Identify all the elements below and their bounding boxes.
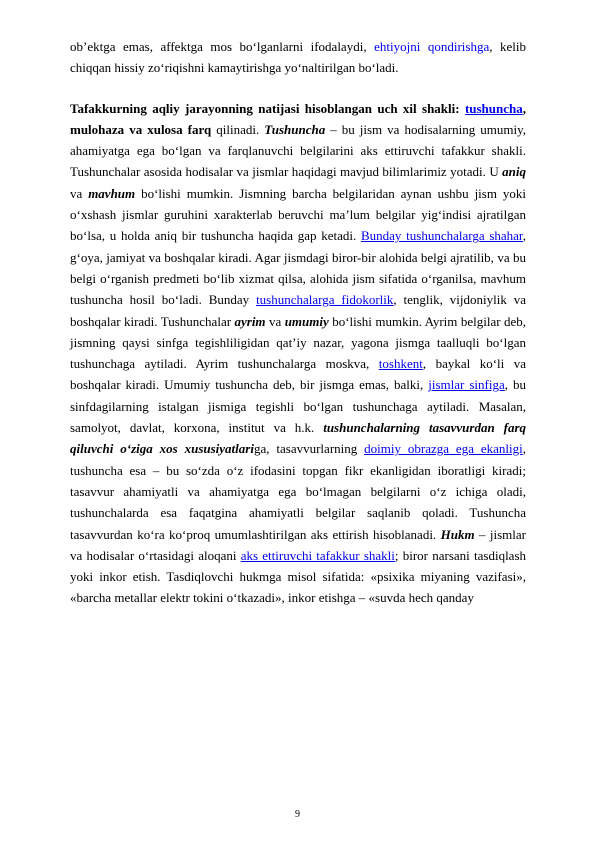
bold-text: , mulohaza va xulosa farq xyxy=(70,100,526,137)
text: , tenglik, vijdoniylik va boshqalar kiradi. Tushunchalar xyxy=(70,292,527,329)
term-ayrim: ayrim xyxy=(234,313,266,329)
text: , baykal ko‘li va boshqalar kiradi. Umumiy tushuncha deb, bir jismga emas, balki, xyxy=(70,356,526,393)
text: ga, tasavvurlarning xyxy=(253,441,365,457)
text: qilinadi. xyxy=(211,121,265,137)
link-tushuncha[interactable]: tushuncha xyxy=(464,100,523,116)
term-umumiy: umumiy xyxy=(284,313,329,329)
text: ob’ektga emas, affektga mos bo‘lganlarni ifodalaydi, xyxy=(70,39,375,54)
paragraph xyxy=(70,98,526,609)
term-aniq: aniq xyxy=(502,164,526,180)
text: , kelib chiqqan hissiy zo‘riqishni kamaytirishga yo‘naltirilgan bo‘ladi. xyxy=(70,39,526,76)
text: va xyxy=(265,313,285,329)
text: va xyxy=(70,185,89,201)
bold-text: Tafakkurning aqliy jarayonning natijasi hisoblangan uch xil shakli: xyxy=(70,100,465,116)
term-tushuncha: Tushuncha xyxy=(264,121,326,137)
document-page xyxy=(70,36,526,609)
term-hukm: Hukm xyxy=(440,526,475,542)
text: , bu sinfdagilarning istalgan jismiga tegishli bo‘lgan tushunchaga aytiladi. Masalan, samolyot, davlat, korxona, institut va h.k. xyxy=(70,377,526,436)
text: ; biror narsani tasdiqlash yoki inkor etish. Tasdiqlovchi hukmga misol sifatida: «psixika miyaning vazifasi», «barcha metallar elektr tokini o‘tkazadi», inkor etishga – «suvda hech qanday xyxy=(70,547,527,606)
link-tushunchalarga-fidokorlik[interactable]: tushunchalarga fidokorlik xyxy=(256,292,394,308)
term-xususiyatlari: tushunchalarning tasavvurdan farq qiluvchi o‘ziga xos xususiyatlari xyxy=(70,420,526,457)
link-bunday-tushunchalarga-shahar[interactable]: Bunday tushunchalarga shahar xyxy=(360,228,523,244)
link-ehtiyojni-qondirishga[interactable]: ehtiyojni qondirishga xyxy=(374,39,490,54)
link-toshkent[interactable]: toshkent xyxy=(378,356,423,372)
paragraph xyxy=(70,36,526,79)
text: bo‘lishi mumkin. Jismning barcha belgilaridan aynan ushbu jism yoki o‘xshash jismlar guruhini xarakterlab beruvchi ma’lum belgilar yig‘indisi ajratilgan bo‘lsa, u holda aniq bir tushuncha haqida gap ketadi. xyxy=(70,185,526,244)
text: – bu jism va hodisalarning umumiy, ahamiyatga ega bo‘lgan va farqlanuvchi belgilarini aks ettiruvchi tafakkur shakli. Tushunchalar asosida hodisalar va jismlar haqidagi mavjud bilimlarimiz yotadi. U xyxy=(70,121,526,180)
page-number: 9 xyxy=(295,809,300,820)
term-mavhum: mavhum xyxy=(88,185,136,201)
text: , tushuncha esa – bu so‘zda o‘z ifodasini topgan fikr ekanligidan iboratligi kiradi; tasavvur ahamiyatli va ahamiyatga ega bo‘lmagan belgilarni o‘z ichiga oladi, tushunchalarda esa faqatgina ahamiyatli belgilar saqlanib qoladi. Tushuncha tasavvurdan ko‘ra ko‘proq umumlashtirilgan aks ettirish hisoblanadi. xyxy=(70,441,527,542)
link-jismlar-sinfiga[interactable]: jismlar sinfiga xyxy=(428,377,505,393)
text: , g‘oya, jamiyat va boshqalar kiradi. Agar jismdagi biror-bir alohida belgi ajratilib, va bu belgi o‘rganish predmeti bo‘lib xizmat qilsa, alohida jism sifatida o‘rganilsa, mavhum tushuncha hosil bo‘ladi. Bunday xyxy=(70,228,526,308)
text: – jismlar va hodisalar o‘rtasidagi aloqani xyxy=(70,526,527,563)
link-doimiy-obrazga-ega-ekanligi[interactable]: doimiy obrazga ega ekanligi xyxy=(364,441,523,457)
paragraph-gap xyxy=(70,79,526,98)
text: bo‘lishi mumkin. Ayrim belgilar deb, jismning qaysi sinfga tegishliligidan qat’iy nazar, yagona jismga taalluqli bo‘lgan tushunchaga aytiladi. Ayrim tushunchalarga moskva, xyxy=(70,313,526,372)
link-aks-ettiruvchi-tafakkur-shakli[interactable]: aks ettiruvchi tafakkur shakli xyxy=(240,547,395,563)
